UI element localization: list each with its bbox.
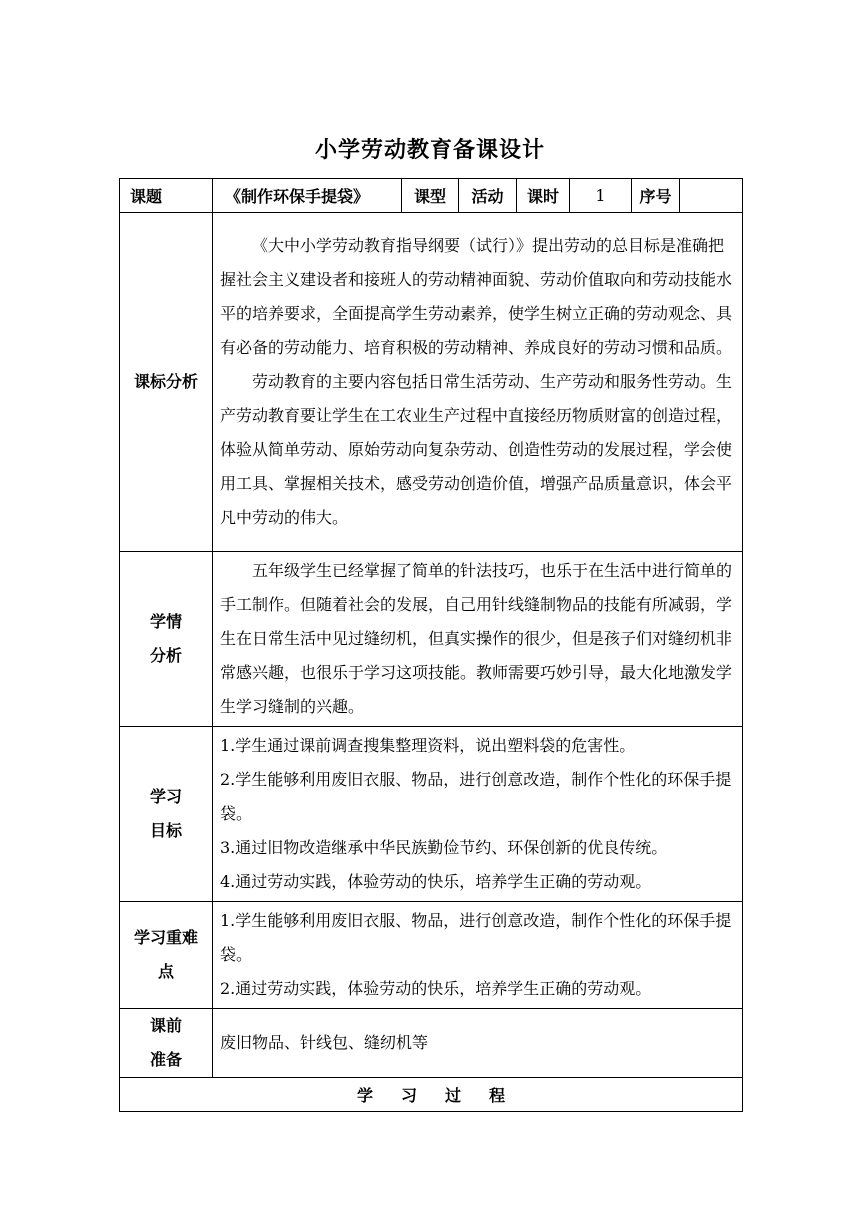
prep-label [120,1009,213,1078]
curriculum-label-text: 课标分析 [133,372,198,391]
prep-label-line2: 准备 [149,1050,182,1069]
type-label: 课型 [402,179,459,213]
curriculum-paragraph-2: 劳动教育的主要内容包括日常生活劳动、生产劳动和服务性劳动。生产劳动教育要让学生在工农业生产过程中直接经历物质财富的创造过程，体验从简单劳动、原始劳动向复杂劳动、创造性劳动的发展过程，学会使用工具、掌握相关技术，感受劳动创造价值，增强产品质量意识，体会平凡中劳动的伟大。 [220,372,733,527]
seq-value [680,179,743,213]
student-content [213,552,743,727]
keypoints-content [213,902,743,1009]
keypoints-label-line2: 点 [157,962,174,981]
curriculum-label [120,213,213,552]
keypoints-label [120,902,213,1009]
student-row [120,552,743,727]
seq-label: 序号 [632,179,680,213]
curriculum-paragraph-1: 《大中小学劳动教育指导纲要（试行）》提出劳动的总目标是准确把握社会主义建设者和接班人的劳动精神面貌、劳动价值取向和劳动技能水平的培养要求，全面提高学生劳动素养，使学生树立正确的劳动观念、具有必备的劳动能力、培育积极的劳动精神、养成良好的劳动习惯和品质。 [220,236,733,357]
prep-row [120,1009,743,1078]
keypoints-row [120,902,743,1009]
goals-label-line1: 学习 [149,787,182,806]
goal-item-1: 1.学生通过课前调查搜集整理资料，说出塑料袋的危害性。 [220,736,636,755]
topic-value: 《制作环保手提袋》 [213,179,402,213]
goals-label-line2: 目标 [149,821,182,840]
goals-row [120,727,743,902]
student-paragraph: 五年级学生已经掌握了简单的针法技巧，也乐于在生活中进行简单的手工制作。但随着社会的发展，自己用针线缝制物品的技能有所减弱，学生在日常生活中见过缝纫机，但真实操作的很少，但是孩子们对缝纫机非常感兴趣，也很乐于学习这项技能。教师需要巧妙引导，最大化地激发学生学习缝制的兴趣。 [220,561,733,716]
hours-label: 课时 [517,179,570,213]
curriculum-content [213,213,743,552]
curriculum-row [120,213,743,552]
keypoint-item-1: 1.学生能够利用废旧衣服、物品，进行创意改造，制作个性化的环保手提袋。 [220,911,732,964]
process-row [120,1078,743,1112]
goals-label [120,727,213,902]
topic-label: 课题 [120,179,213,213]
process-header [120,1078,743,1112]
prep-label-line1: 课前 [149,1016,182,1035]
goal-item-4: 4.通过劳动实践，体验劳动的快乐，培养学生正确的劳动观。 [220,872,652,891]
student-label-line2: 分析 [149,646,182,665]
prep-text: 废旧物品、针线包、缝纫机等 [220,1033,429,1052]
student-label [120,552,213,727]
goal-item-3: 3.通过旧物改造继承中华民族勤俭节约、环保创新的优良传统。 [220,838,668,857]
prep-content [213,1009,743,1078]
keypoint-item-2: 2.通过劳动实践，体验劳动的快乐，培养学生正确的劳动观。 [220,979,652,998]
lesson-plan-table [119,178,743,1112]
page-title: 小学劳动教育备课设计 [314,138,545,163]
student-label-line1: 学情 [149,612,182,631]
hours-value: 1 [570,179,632,213]
keypoints-label-line1: 学习重难 [133,928,198,947]
process-label: 学习过程 [356,1086,533,1105]
header-row [120,179,743,213]
goal-item-2: 2.学生能够利用废旧衣服、物品，进行创意改造，制作个性化的环保手提袋。 [220,770,732,823]
type-value: 活动 [459,179,517,213]
goals-content [213,727,743,902]
